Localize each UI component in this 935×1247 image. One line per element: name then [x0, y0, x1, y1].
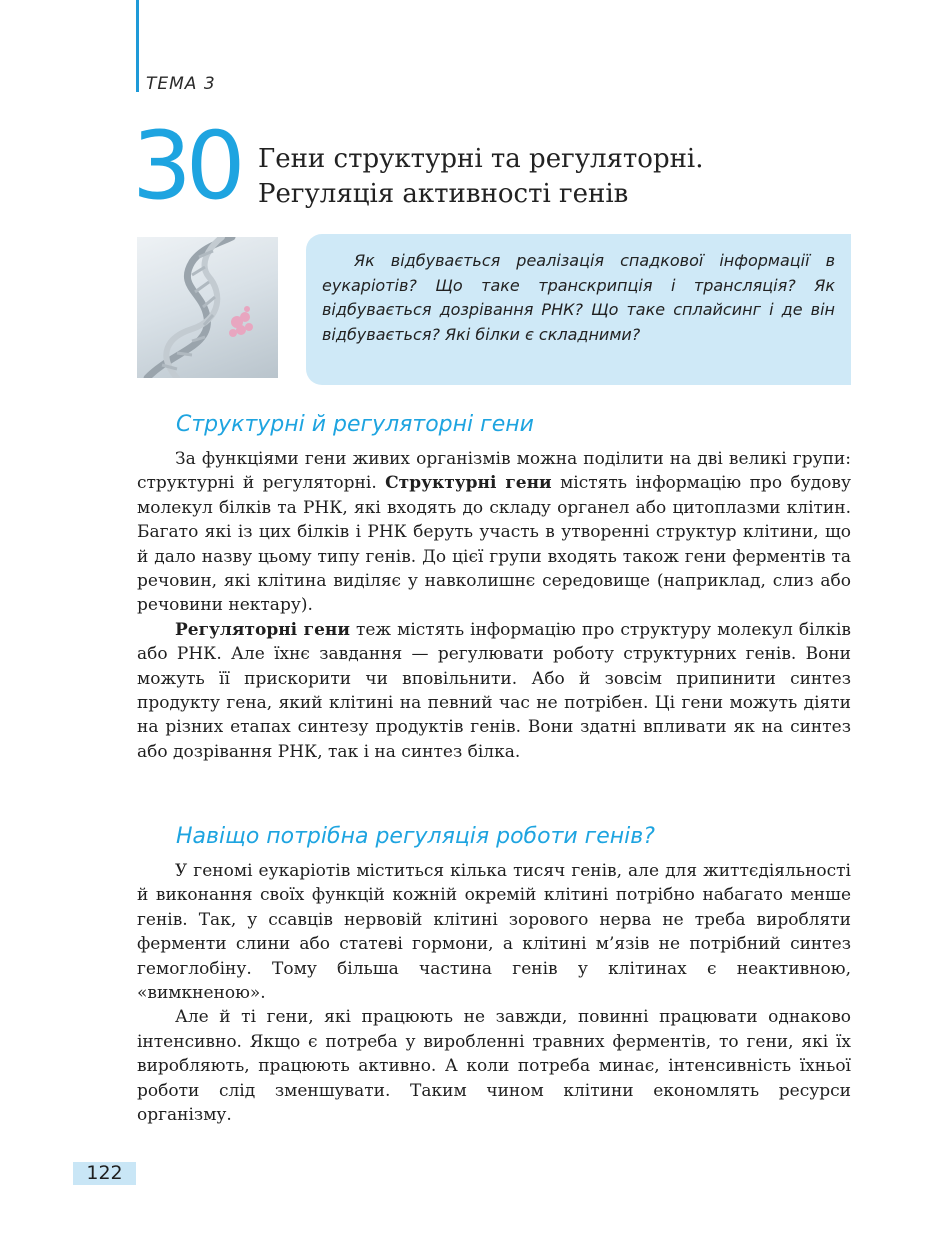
section-heading-why-regulation: Навіщо потрібна регуляція роботи генів? [176, 824, 655, 849]
lesson-title [258, 142, 858, 212]
intro-questions-text: Як відбувається реалізація спадкової інформації в еукаріотів? Що таке транскрипція і трансляція? Як відбувається дозрівання РНК? Що таке сплайсинг і де він відбувається? Які білки є складними? [322, 251, 835, 344]
section2-paragraph-1: У геномі еукаріотів міститься кілька тисяч генів, але для життєдіяльності й виконання своїх функцій кожній окремій клітині потрібно набагато менше генів. Так, у ссавців нервовій клітині зорового нерва не треба виробляти ферменти слини або статеві гормони, а клітині м’язів не потрібний синтез гемоглобіну. Тому більша частина генів у клітинах є неактивною, «вимкненою». [137, 861, 851, 1004]
section2-paragraph-2: Але й ті гени, які працюють не завжди, повинні працювати однаково інтенсивно. Якщо є потреба у виробленні травних ферментів, то гени, які їх виробляють, працюють активно. А коли потреба минає, інтенсивність їхньої роботи слід зменшувати. Таким чином клітини економлять ресурси організму. [137, 1007, 851, 1126]
term-structural-genes: Структурні гени [385, 473, 552, 494]
text-run: теж містять інформацію про структуру молекул білків або РНК. Але їхнє завдання — регулювати роботу структурних генів. Вони можуть її прискорити чи вповільнити. Або й зовсім припинити синтез продукту гена, який клітині на певний час не потрібен. Ці гени можуть діяти на різних етапах синтезу продуктів генів. Вони здатні впливати як на синтез або дозрівання РНК, так і на синтез білка. [137, 619, 851, 762]
topic-label: ТЕМА 3 [146, 74, 216, 94]
section-heading-structural-regulatory: Структурні й регуляторні гени [176, 412, 534, 437]
text-run: містять інформацію про будову молекул білків та РНК, які входять до складу органел або цитоплазми клітин. Багато які із цих білків і РНК беруть участь в утворенні структур клітини, що й дало назву цьому типу генів. До цієї групи входять також гени ферментів та речовин, які клітина виділяє у навколишнє середовище (наприклад, слиз або речовини нектару). [137, 473, 851, 616]
lesson-title-line-2: Регуляція активності генів [258, 179, 629, 209]
section1-body [137, 447, 851, 764]
section1-paragraph-2 [137, 618, 851, 764]
section2-body [137, 859, 851, 1127]
lesson-number: 30 [132, 112, 240, 221]
text-run: За функціями гени живих організмів можна поділити на дві великі групи: структурні й регуляторні. [137, 449, 851, 494]
section1-paragraph-1 [137, 447, 851, 618]
page-number: 122 [73, 1162, 136, 1185]
term-regulatory-genes: Регуляторні гени [175, 619, 350, 640]
lesson-title-line-1: Гени структурні та регуляторні. [258, 144, 704, 174]
dna-helix-illustration [137, 237, 278, 378]
topic-accent-bar [136, 0, 139, 92]
dna-helix-image [137, 237, 278, 378]
intro-questions-box [306, 234, 851, 385]
